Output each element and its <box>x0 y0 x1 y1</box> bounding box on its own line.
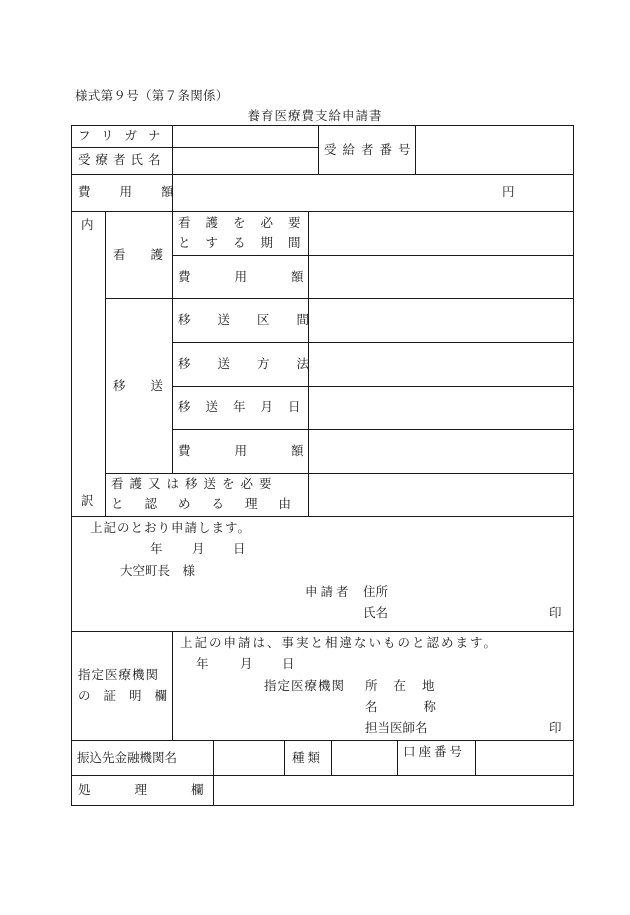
application-date-year: 年 <box>150 541 163 556</box>
furigana-label: フリガナ <box>78 128 172 143</box>
recipient-number-label: 受給者番号 <box>324 142 417 157</box>
form-outer-border <box>72 126 574 806</box>
nursing-label: 看護 <box>113 247 189 262</box>
applicant-name-label: 氏名 <box>363 605 389 620</box>
nursing-cost-label: 費用額 <box>178 269 348 284</box>
bank-name-label: 振込先金融機関名 <box>77 750 178 765</box>
processing-column-label: 処理欄 <box>78 782 248 797</box>
transport-date-label: 移送年月日 <box>178 399 316 414</box>
nursing-period-label-line1: 看護を必要 <box>178 215 316 230</box>
transport-method-label: 移送方法 <box>178 356 337 371</box>
reason-label-line1: 看護又は移送を必要 <box>111 476 278 491</box>
account-number-label: 口座番号 <box>403 744 466 759</box>
application-statement: 上記のとおり申請します。 <box>90 520 252 535</box>
certification-label-line1: 指定医療機関 <box>78 667 160 682</box>
breakdown-label-top: 内 <box>81 217 94 232</box>
form-title: 養育医療費支給申請書 <box>247 108 383 123</box>
attending-doctor-label: 担当医師名 <box>365 720 428 735</box>
nursing-period-label-line2: とする期間 <box>178 235 316 250</box>
certification-label-line2: の証明欄 <box>78 688 181 703</box>
addressee: 大空町長 様 <box>120 563 196 578</box>
transport-section-label: 移送区間 <box>178 312 337 327</box>
applicant-label: 申請者 <box>305 584 352 599</box>
transport-cost-label: 費用額 <box>178 443 348 458</box>
application-date-day: 日 <box>233 541 246 556</box>
form-number: 様式第９号（第７条関係） <box>75 88 229 103</box>
account-type-label: 種類 <box>292 750 324 765</box>
designated-institution-label: 指定医療機関 <box>264 678 346 693</box>
transport-label: 移送 <box>113 378 189 393</box>
certification-date-month: 月 <box>240 656 253 671</box>
reason-label-line2: と認める理由 <box>111 496 313 511</box>
institution-name-label: 名称 <box>365 699 483 714</box>
patient-name-label: 受療者氏名 <box>78 152 166 167</box>
breakdown-label-bottom: 訳 <box>81 493 94 508</box>
certification-statement: 上記の申請は、事実と相違ないものと認めます。 <box>180 635 499 650</box>
cost-amount-label: 費用額 <box>78 184 203 199</box>
certification-date-day: 日 <box>282 656 295 671</box>
applicant-address-label: 住所 <box>363 584 389 599</box>
doctor-seal-mark: 印 <box>549 720 562 735</box>
certification-date-year: 年 <box>196 656 209 671</box>
applicant-seal-mark: 印 <box>549 605 562 620</box>
application-date-month: 月 <box>192 541 205 556</box>
institution-location-label: 所在地 <box>365 678 451 693</box>
yen-unit: 円 <box>502 184 515 199</box>
